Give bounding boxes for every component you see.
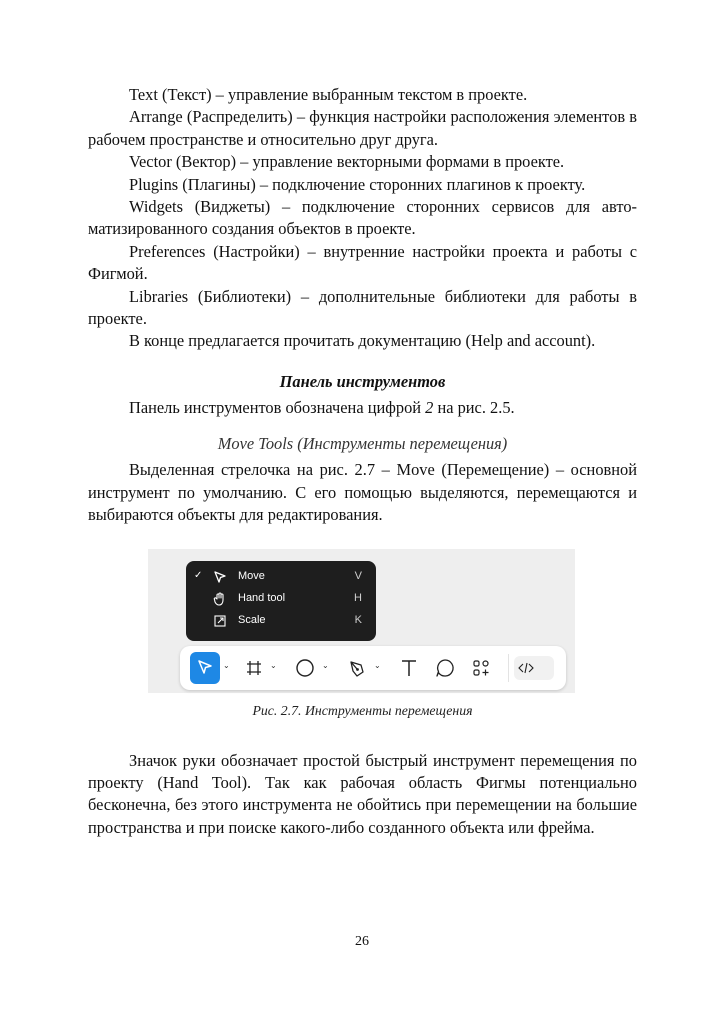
figure-caption: Рис. 2.7. Инструменты перемещения (252, 702, 473, 718)
menu-item-hand-tool[interactable] (186, 588, 376, 610)
move-tool-button[interactable] (190, 652, 220, 684)
menu-item-label: Scale (238, 613, 266, 626)
text-tool-button[interactable] (396, 652, 422, 684)
paragraph-text-menu: Text (Текст) – управление выбранным текстом в проекте. (129, 85, 528, 104)
paragraph-widgets-menu: Widgets (Виджеты) – подключение сторонних сервисов для автоматизированного создания объектов в проекте. (88, 197, 637, 239)
paragraph-hand-tool: Значок руки обозначает простой быстрый инструмент перемещения по проекту (Hand Tool). Так как рабочая область Фигмы потенциально бесконечна, без этого инструмента не обойтись при перемещении на большие пространства и при поиске какого-либо созданного объекта или фрейма. (88, 750, 637, 837)
menu-item-scale[interactable] (186, 610, 376, 632)
menu-item-label: Hand tool (238, 591, 286, 604)
frame-tool-button[interactable] (244, 652, 264, 684)
paragraph-move: Выделенная стрелочка на рис. 2.7 – Move (Перемещение) – основной инструмент по умолчанию. С его помощью выделяются, перемещаются и выбираются объекты для редактирования. (88, 460, 637, 525)
scale-icon (212, 613, 228, 629)
move-tools-menu (186, 561, 376, 641)
chevron-down-icon[interactable]: ⌄ (374, 660, 381, 670)
section-intro (88, 397, 637, 419)
frame-icon (244, 652, 264, 684)
paragraph-plugins-menu: Plugins (Плагины) – подключение сторонних плагинов к проекту. (129, 174, 586, 194)
menu-item-move[interactable] (186, 566, 376, 588)
check-icon: ✓ (194, 569, 203, 581)
paragraph-arrange-menu: Arrange (Распределить) – функция настройки расположения элементов в рабочем пространстве и относительно друг друга. (88, 107, 637, 149)
paragraph-vector-menu: Vector (Вектор) – управление векторными формами в проекте. (129, 152, 565, 172)
code-icon (514, 667, 538, 684)
move-icon (190, 652, 220, 684)
menu-item-label: Move (238, 569, 265, 582)
menu-item-shortcut: K (354, 613, 362, 626)
page-number: 26 (355, 934, 369, 949)
section-intro-number: 2 (425, 397, 434, 417)
section-heading: Панель инструментов (279, 371, 446, 391)
section-intro-after: на рис. 2.5. (433, 397, 515, 417)
paragraph-libraries-menu: Libraries (Библиотеки) – дополнительные библиотеки для работы в проекте. (88, 286, 637, 329)
text-icon (396, 652, 422, 684)
subheading-move-tools: Move Tools (Инструменты перемещения) (217, 434, 508, 454)
paragraph-help: В конце предлагается прочитать документацию (Help and account). (129, 331, 596, 351)
cursor-arrow-icon (212, 569, 228, 585)
figma-toolbar (180, 646, 566, 690)
toolbar-divider (508, 654, 509, 682)
page-content (88, 84, 637, 839)
actions-tool-button[interactable] (468, 652, 494, 684)
chevron-down-icon[interactable]: ⌄ (223, 660, 230, 670)
pen-icon (344, 652, 370, 684)
comment-tool-button[interactable] (432, 652, 458, 684)
section-intro-before: Панель инструментов обозначена цифрой (129, 397, 426, 417)
figure-move-tools (148, 549, 575, 693)
chevron-down-icon[interactable]: ⌄ (270, 660, 277, 670)
pen-tool-button[interactable] (344, 652, 370, 684)
actions-icon (468, 652, 494, 684)
hand-icon (212, 591, 228, 607)
dev-mode-toggle[interactable] (514, 656, 554, 680)
chevron-down-icon[interactable]: ⌄ (322, 660, 329, 670)
shape-tool-button[interactable] (292, 652, 318, 684)
menu-item-shortcut: H (354, 591, 362, 604)
ellipse-icon (292, 652, 318, 684)
paragraph-preferences-menu: Preferences (Настройки) – внутренние настройки проекта и работы с Фигмой. (88, 241, 637, 284)
menu-item-shortcut: V (354, 569, 362, 582)
comment-icon (432, 652, 458, 684)
